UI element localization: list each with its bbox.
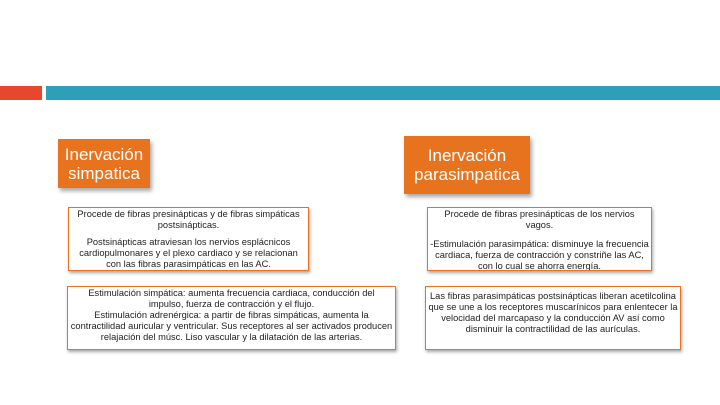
parasimpatica-stimulation-text: -Estimulación parasimpática: disminuye la frecuencia cardiaca, fuerza de contracción y constriñe las AC, con lo cual se ahorra energía. — [430, 239, 649, 271]
header-parasimpatica-label: Inervación parasimpatica — [414, 146, 520, 184]
adrenergic-stimulation-text: Estimulación adrenérgica: a partir de fibras simpáticas, aumenta la contractilidad auricular y ventricular. Sus receptores al ser activados producen relajación del músc. Liso vascular y la dilatación de las arterias. — [70, 310, 393, 342]
accent-bar-red — [0, 86, 42, 100]
parasimpatica-postsynaptic-text: Las fibras parasimpáticas postsinápticas liberan acetilcolina que se une a los receptores muscarínicos para enlentecer la velocidad del marcapaso y la conducción AV así como disminuir la contractilidad de las aurículas. — [428, 291, 678, 334]
header-parasimpatica — [404, 136, 530, 194]
simpatica-origin-box — [68, 207, 309, 271]
header-simpatica — [58, 139, 150, 188]
simpatica-stimulation-text: Estimulación simpática: aumenta frecuencia cardiaca, conducción del impulso, fuerza de contracción y el flujo. — [88, 288, 375, 309]
parasimpatica-effects-box — [425, 286, 681, 350]
header-simpatica-label: Inervación simpatica — [64, 144, 144, 183]
simpatica-origin-text: Procede de fibras presinápticas y de fibras simpáticas postsinápticas. — [77, 209, 300, 230]
simpatica-effects-box — [67, 286, 396, 350]
simpatica-postsynaptic-text: Postsinápticas atraviesan los nervios esplácnicos cardiopulmonares y el plexo cardiaco y se relacionan con las fibras parasimpáticas en las AC. — [79, 237, 298, 269]
accent-bar-blue — [46, 86, 720, 100]
parasimpatica-origin-box — [427, 207, 652, 271]
parasimpatica-origin-text: Procede de fibras presinápticas de los nervios vagos. — [444, 209, 635, 230]
